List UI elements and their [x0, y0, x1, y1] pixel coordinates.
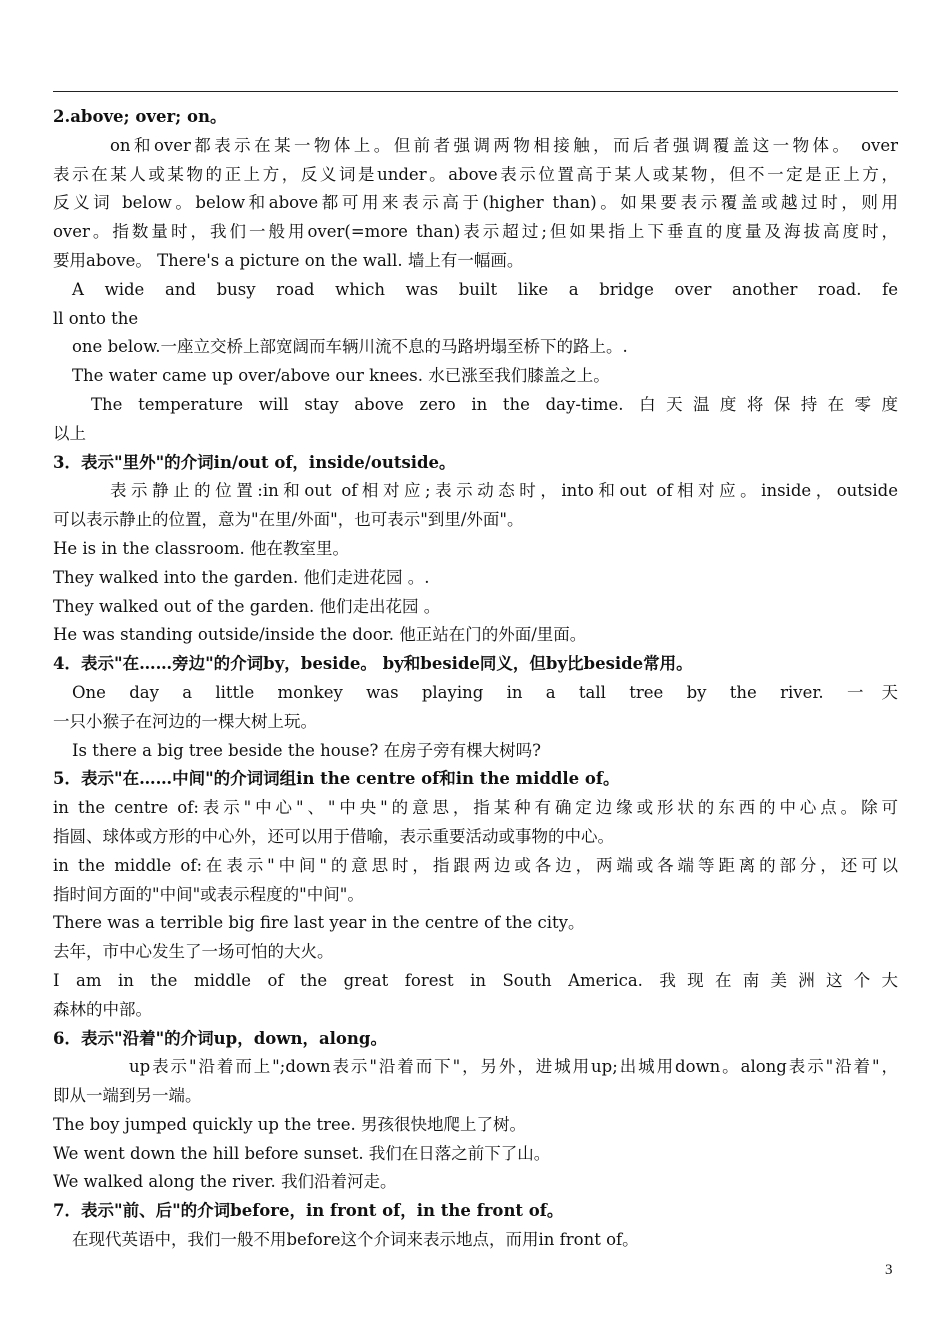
text-line: The water came up over/above our knees. 水已涨至我们膝盖之上。 [72, 366, 610, 386]
text-line: in the middle of:在表示"中间"的意思时，指跟两边或各边，两端或各端等距离的部分，还可以 [53, 855, 898, 875]
text-line: up表示"沿着而上";down表示"沿着而下"，另外，进城用up;出城用down。along表示"沿着"， [129, 1057, 898, 1077]
text-line: over。指数量时，我们一般用over(=more than)表示超过;但如果指上下垂直的度量及海拔高度时， [53, 222, 898, 242]
text-line: one below.一座立交桥上部宽阔而车辆川流不息的马路坍塌至桥下的路上。. [72, 337, 628, 357]
text-line: 以上 [53, 423, 86, 443]
text-line: We walked along the river. 我们沿着河走。 [53, 1172, 397, 1192]
text-line: He was standing outside/inside the door. 他正站在门的外面/里面。 [53, 625, 587, 645]
text-line: We went down the hill before sunset. 我们在日落之前下了山。 [53, 1143, 551, 1163]
section-heading: 6．表示"沿着"的介词up，down，along。 [53, 1028, 387, 1048]
text-line: The boy jumped quickly up the tree. 男孩很快地爬上了树。 [53, 1114, 527, 1134]
text-line: 反义词 below。below和above都可用来表示高于(higher than)。如果要表示覆盖或越过时，则用 [53, 193, 898, 213]
text-line: 指圆、球体或方形的中心外，还可以用于借喻，表示重要活动或事物的中心。 [53, 826, 614, 846]
text-line: A wide and busy road which was built like a bridge over another road. fe [72, 279, 898, 299]
section-heading: 2.above; over; on。 [53, 107, 227, 126]
text-line: 一只小猴子在河边的一棵大树上玩。 [53, 711, 317, 731]
section-heading: 5．表示"在……中间"的介词词组in the centre of和in the middle of。 [53, 769, 620, 789]
text-line: The temperature will stay above zero in the day-time. 白天温度将保持在零度 [91, 394, 898, 414]
header-rule [53, 91, 898, 92]
text-line: 去年，市中心发生了一场可怕的大火。 [53, 942, 334, 962]
text-line: 表示静止的位置:in和out of相对应;表示动态时，into和out of相对应。inside，outside [110, 481, 898, 501]
text-line: One day a little monkey was playing in a tall tree by the river. 一天 [72, 682, 898, 702]
text-line: 即从一端到另一端。 [53, 1086, 202, 1106]
text-line: They walked into the garden. 他们走进花园 。. [53, 567, 430, 587]
text-line: 表示在某人或某物的正上方，反义词是under。above表示位置高于某人或某物，但不一定是正上方， [53, 164, 898, 184]
text-line: He is in the classroom. 他在教室里。 [53, 538, 349, 558]
text-line: There was a terrible big fire last year in the centre of the city。 [53, 913, 585, 933]
text-line: 可以表示静止的位置，意为"在里/外面"，也可表示"到里/外面"。 [53, 510, 524, 530]
text-line: ll onto the [53, 308, 139, 328]
text-line: Is there a big tree beside the house? 在房子旁有棵大树吗? [72, 740, 541, 760]
section-heading: 4．表示"在……旁边"的介词by，beside。 by和beside同义，但by比beside常用。 [53, 654, 693, 674]
text-line: They walked out of the garden. 他们走出花园 。 [53, 596, 441, 616]
text-line: in the centre of:表示"中心"、"中央"的意思，指某种有确定边缘或形状的东西的中心点。除可 [53, 798, 898, 818]
text-line: I am in the middle of the great forest in South America. 我现在南美洲这个大 [53, 970, 898, 990]
document-body [53, 103, 898, 1255]
text-line: on和over都表示在某一物体上。但前者强调两物相接触，而后者强调覆盖这一物体。 over [110, 135, 898, 155]
text-line: 要用above。 There's a picture on the wall. 墙上有一幅画。 [53, 250, 524, 270]
section-heading: 7．表示"前、后"的介词before，in front of，in the front of。 [53, 1201, 564, 1221]
page-number: 3 [885, 1262, 893, 1278]
text-line: 在现代英语中，我们一般不用before这个介词来表示地点，而用in front of。 [72, 1230, 639, 1250]
text-line: 指时间方面的"中间"或表示程度的"中间"。 [53, 884, 364, 904]
text-line: 森林的中部。 [53, 999, 152, 1019]
section-heading: 3．表示"里外"的介词in/out of，inside/outside。 [53, 452, 456, 472]
